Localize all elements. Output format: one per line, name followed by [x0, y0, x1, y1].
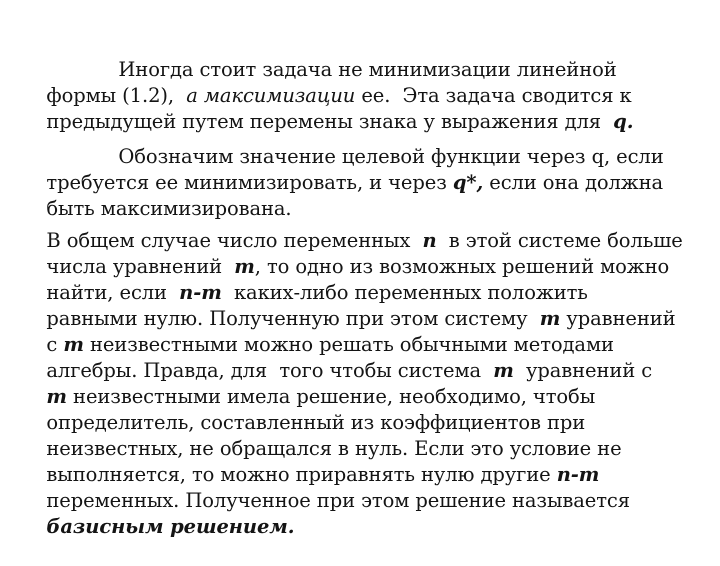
- text: с: [46, 333, 64, 356]
- text: уравнений: [560, 307, 676, 330]
- text: В общем случае число переменных: [46, 229, 423, 252]
- text-line: [22, 488, 294, 566]
- math-symbol: m: [46, 385, 67, 408]
- text: переменных. Полученное при этом решение называется: [46, 489, 630, 512]
- math-symbol: q.: [613, 110, 634, 133]
- text: неизвестных, не обращался в нуль. Если это условие не: [46, 437, 622, 460]
- math-symbol: m: [63, 333, 84, 356]
- text: уравнений с: [513, 359, 653, 382]
- math-symbol: m: [493, 359, 514, 382]
- text: неизвестными можно решать обычными методами: [83, 333, 614, 356]
- text: предыдущей путем перемены знака у выражения для: [46, 110, 614, 133]
- math-symbol: m: [539, 307, 561, 330]
- text: выполняется, то можно приравнять нулю другие: [46, 463, 557, 486]
- math-symbol: q*,: [452, 171, 484, 194]
- text: Иногда стоит задача не минимизации линейной: [118, 58, 617, 81]
- text: неизвестными имела решение, необходимо, чтобы: [66, 385, 596, 408]
- text: , то одно из возможных решений можно: [254, 255, 670, 278]
- text: алгебры. Правда, для того чтобы система: [46, 359, 494, 382]
- math-symbol: n-m: [179, 281, 222, 304]
- text: каких-либо переменных положить: [221, 281, 588, 304]
- text: требуется ее минимизировать, и через: [46, 171, 453, 194]
- emphasis-term: базисным решением.: [46, 515, 295, 538]
- emphasis-text: а максимизации: [186, 84, 356, 107]
- text: числа уравнений: [46, 255, 235, 278]
- text: найти, если: [46, 281, 180, 304]
- text: если она должна: [483, 171, 664, 194]
- text: в этой системе больше: [436, 229, 683, 252]
- math-symbol: n-m: [556, 463, 600, 486]
- text: Обозначим значение целевой функции через q, если: [118, 145, 664, 168]
- math-symbol: n: [422, 229, 437, 252]
- text: формы (1.2),: [46, 84, 187, 107]
- math-symbol: m: [234, 255, 255, 278]
- text: быть максимизирована.: [46, 197, 292, 220]
- text: ее. Эта задача сводится к: [355, 84, 632, 107]
- text: определитель, составленный из коэффициентов при: [46, 411, 586, 434]
- text: равными нулю. Полученную при этом систему: [46, 307, 540, 330]
